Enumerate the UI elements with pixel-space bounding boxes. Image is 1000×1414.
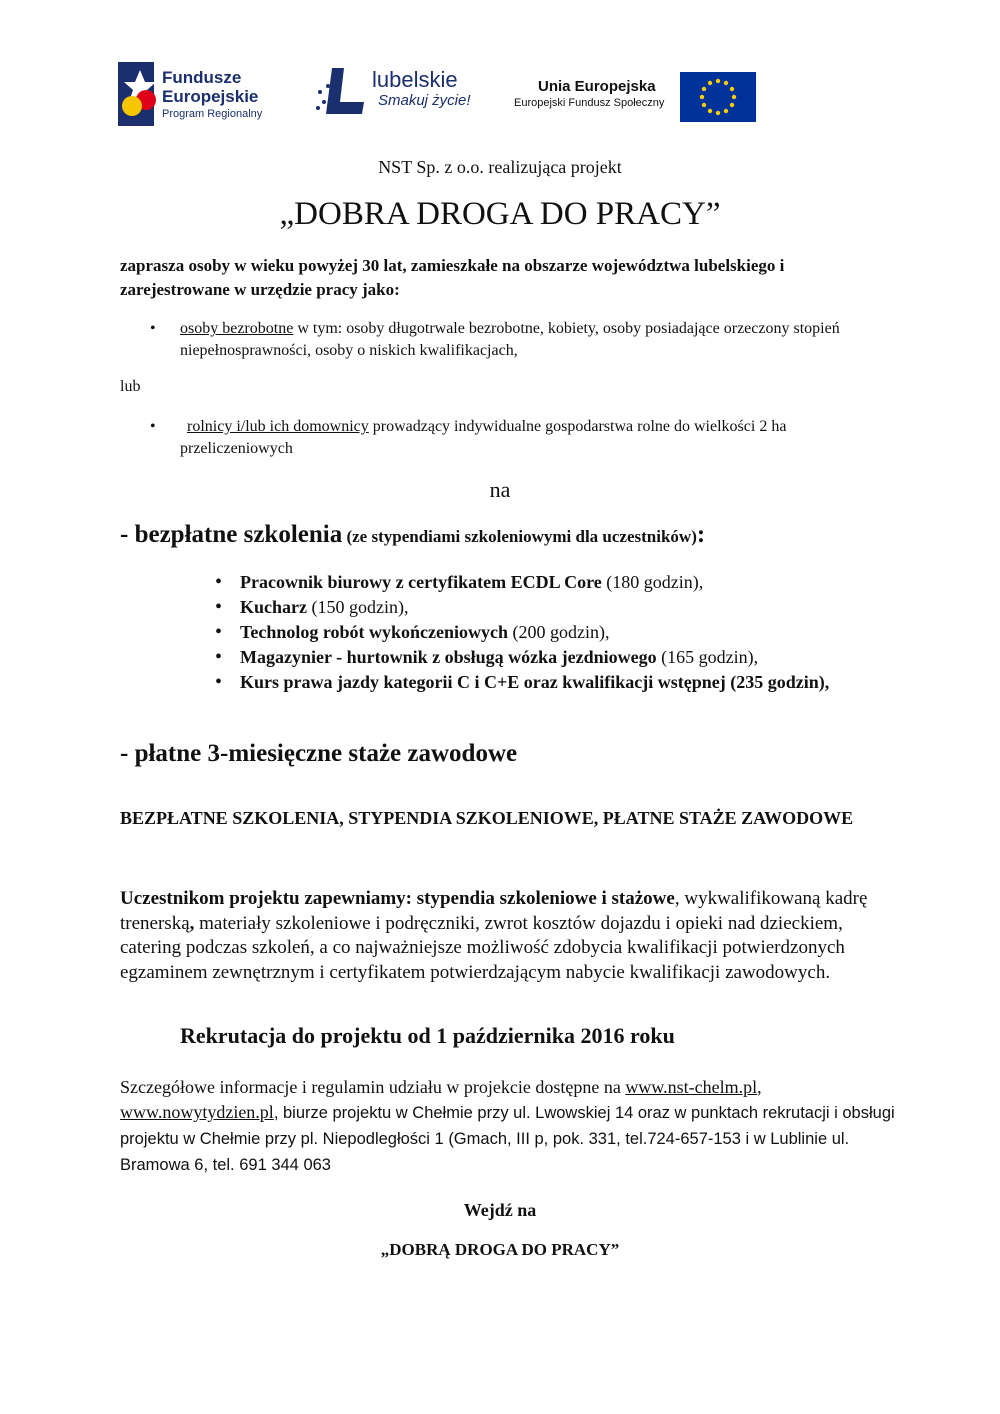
course-name: Kucharz <box>240 597 307 617</box>
course-name: Magazynier - hurtownik z obsługą wózka jezdniowego <box>240 647 657 667</box>
nowytydzien-link[interactable]: www.nowytydzien.pl <box>120 1102 274 1122</box>
course-hours: (150 godzin), <box>307 597 409 617</box>
target-group-term: osoby bezrobotne <box>180 320 294 337</box>
course-name: Technolog robót wykończeniowych <box>240 622 509 642</box>
offer-bold2: , <box>189 912 195 934</box>
target-group-desc: prowadzący indywidualne gospodarstwa rolne do wielkości 2 ha przeliczeniowych <box>180 418 787 457</box>
unia-europejska-logo <box>514 58 758 130</box>
bullet-icon: • <box>150 418 156 435</box>
course-item <box>215 570 855 595</box>
course-item <box>215 670 855 695</box>
bullet-icon: • <box>215 621 223 643</box>
final-title: „DOBRĄ DROGA DO PRACY” <box>380 1240 620 1259</box>
eu-flag-icon <box>680 72 756 122</box>
or-word: lub <box>120 378 141 395</box>
target-group-item <box>150 416 890 460</box>
course-list <box>215 570 855 695</box>
recruitment-line: Rekrutacja do projektu od 1 października 2016 roku <box>180 1023 675 1048</box>
target-group-term: rolnicy i/lub ich domownicy <box>187 418 369 435</box>
ue-line1: Unia Europejska <box>538 78 656 95</box>
fe-star-icon <box>118 62 158 126</box>
course-item <box>215 645 855 670</box>
offer-text2: materiały szkoleniowe i podręczniki, zwrot kosztów dojazdu i opieki nad dzieckiem, catering podczas szkoleń, a co najważniejsze możliwość zdobycia kwalifikacji potwierdzonych egzaminem zewnętrznym i certyfikatem potwierdzającym nabycie kwalifikacji zawodowych. <box>120 912 845 983</box>
target-group-desc: w tym: osoby długotrwale bezrobotne, kobiety, osoby posiadające orzeczony stopień niepełnosprawności, osoby o niskich kwalifikacjach, <box>180 320 840 359</box>
course-name: Pracownik biurowy z certyfikatem ECDL Core <box>240 572 602 592</box>
invite-text: zaprasza osoby w wieku powyżej 30 lat, zamieszkałe na obszarze województwa lubelskiego i zarejestrowane w urzędzie pracy jako: <box>120 256 785 299</box>
lubelskie-slogan: Smakuj życie! <box>378 92 471 109</box>
page-title: „DOBRA DROGA DO PRACY” <box>279 196 721 232</box>
cta-line: Wejdź na <box>463 1200 537 1220</box>
fe-line2: Europejskie <box>162 87 259 106</box>
intro-line: NST Sp. z o.o. realizująca projekt <box>378 157 622 177</box>
lubelskie-line1: lubelskie <box>372 67 458 92</box>
nst-chelm-link[interactable]: www.nst-chelm.pl <box>625 1077 758 1097</box>
lubelskie-logo <box>314 58 484 130</box>
course-hours: (180 godzin), <box>601 572 704 592</box>
trainings-heading-main: - bezpłatne szkolenia <box>120 521 343 548</box>
trainings-heading-note: (ze stypendiami szkoleniowymi dla uczestników) <box>342 527 697 546</box>
info-text2: , biurze projektu w Chełmie przy ul. Lwowskiej 14 oraz w punktach rekrutacji i obsługi projektu w Chełmie przy pl. Niepodległości 1 (Gmach, III p, pok. 331, tel.724-657-153 i w Lublinie ul. Bramowa 6, tel. 691 344 063 <box>120 1104 895 1174</box>
info-text1: Szczegółowe informacje i regulamin udziału w projekcie dostępne na <box>120 1077 626 1097</box>
offer-text1: , wykwalifikowaną kadrę trenerską <box>120 888 868 934</box>
benefits-caps-line: BEZPŁATNE SZKOLENIA, STYPENDIA SZKOLENIOWE, PŁATNE STAŻE ZAWODOWE <box>120 808 854 828</box>
course-item <box>215 595 855 620</box>
course-name: Kurs prawa jazdy kategorii C i C+E oraz kwalifikacji wstępnej (235 godzin), <box>240 672 830 692</box>
bullet-icon: • <box>215 646 223 668</box>
trainings-heading <box>120 521 705 549</box>
bullet-icon: • <box>150 320 156 337</box>
fundusze-europejskie-logo <box>118 58 288 130</box>
trainings-heading-colon: : <box>696 521 706 548</box>
bullet-icon: • <box>215 571 223 593</box>
na-word: na <box>489 477 511 502</box>
info-sep: , <box>757 1077 762 1097</box>
bullet-icon: • <box>215 671 223 693</box>
logo-bar <box>118 58 758 130</box>
offer-bold: Uczestnikom projektu zapewniamy: stypendia szkoleniowe i stażowe <box>120 888 675 909</box>
fe-line1: Fundusze <box>162 68 242 87</box>
offer-paragraph <box>120 887 880 985</box>
internship-heading: - płatne 3-miesięczne staże zawodowe <box>120 740 518 767</box>
target-group-item <box>150 318 890 362</box>
fe-line3: Program Regionalny <box>162 108 263 120</box>
bullet-icon: • <box>215 596 223 618</box>
course-item <box>215 620 855 645</box>
course-hours: (165 godzin), <box>656 647 759 667</box>
info-paragraph <box>120 1075 900 1178</box>
lubelskie-mark-icon <box>314 62 370 126</box>
ue-line2: Europejski Fundusz Społeczny <box>514 97 665 109</box>
course-hours: (200 godzin), <box>508 622 610 642</box>
